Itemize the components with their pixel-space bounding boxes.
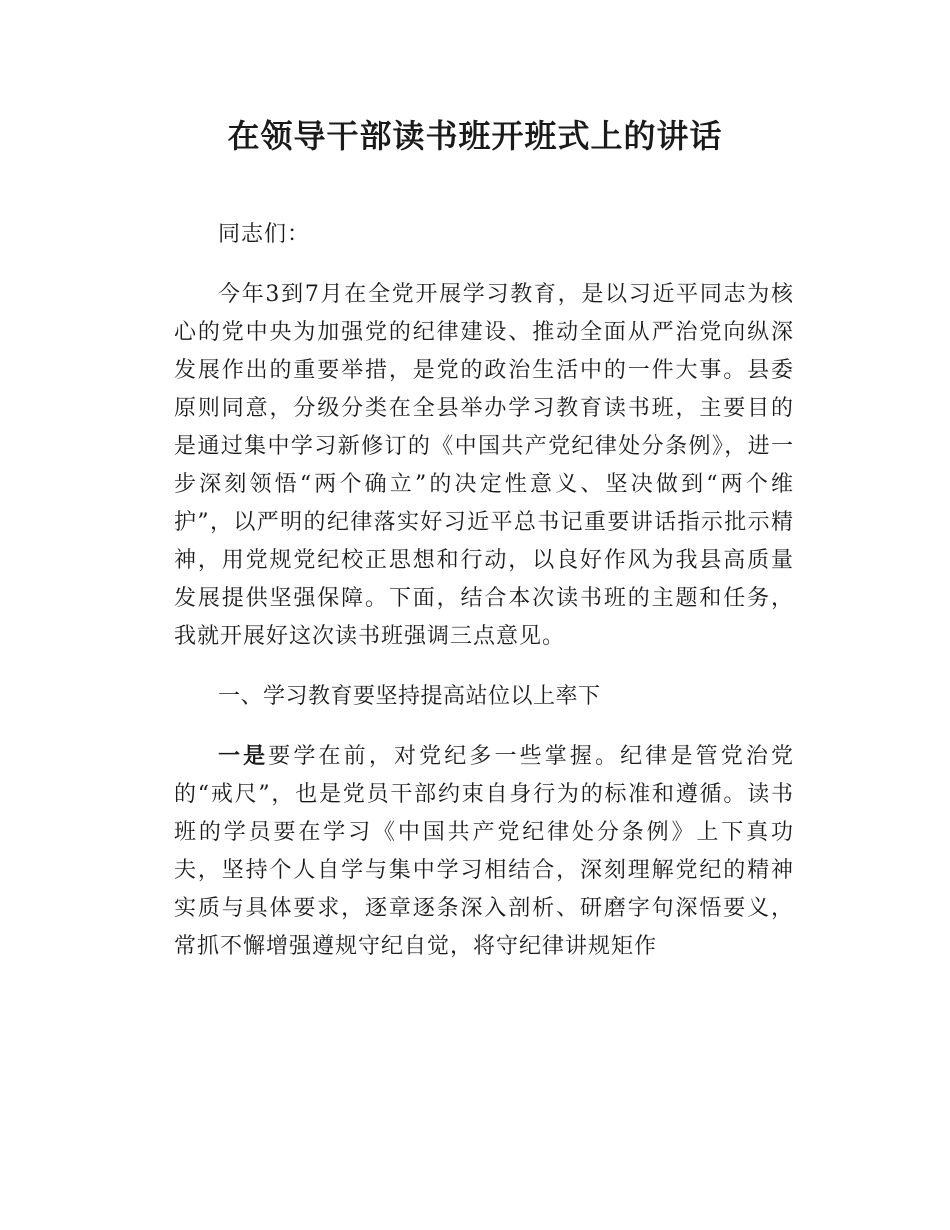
section1-point1-paragraph (174, 738, 794, 966)
section-heading-1: 一、学习教育要坚持提高站位以上率下 (218, 684, 601, 709)
point-text: 要学在前，对党纪多一些掌握。纪律是管党治党的“戒尺”，也是党员干部约束自身行为的标准和遵循。读书班的学员要在学习《中国共产党纪律处分条例》上下真功夫，坚持个人自学与集中学习相结合，深刻理解党纪的精神实质与具体要求，逐章逐条深入剖析、研磨字句深悟要义，常抓不懈增强遵规守纪自觉，将守纪律讲规矩作 (174, 744, 794, 959)
salutation: 同志们： (218, 222, 311, 247)
point-lead-label: 一是 (218, 744, 269, 769)
document-body (174, 216, 794, 966)
intro-paragraph: 今年3到7月在全党开展学习教育，是以习近平同志为核心的党中央为加强党的纪律建设、推动全面从严治党向纵深发展作出的重要举措，是党的政治生活中的一件大事。县委原则同意，分级分类在全县举办学习教育读书班，主要目的是通过集中学习新修订的《中国共产党纪律处分条例》，进一步深刻领悟“两个确立”的决定性意义、坚决做到“两个维护”，以严明的纪律落实好习近平总书记重要讲话指示批示精神，用党规党纪校正思想和行动，以良好作风为我县高质量发展提供坚强保障。下面，结合本次读书班的主题和任务，我就开展好这次读书班强调三点意见。 (174, 282, 794, 649)
document-title: 在领导干部读书班开班式上的讲话 (227, 117, 723, 155)
